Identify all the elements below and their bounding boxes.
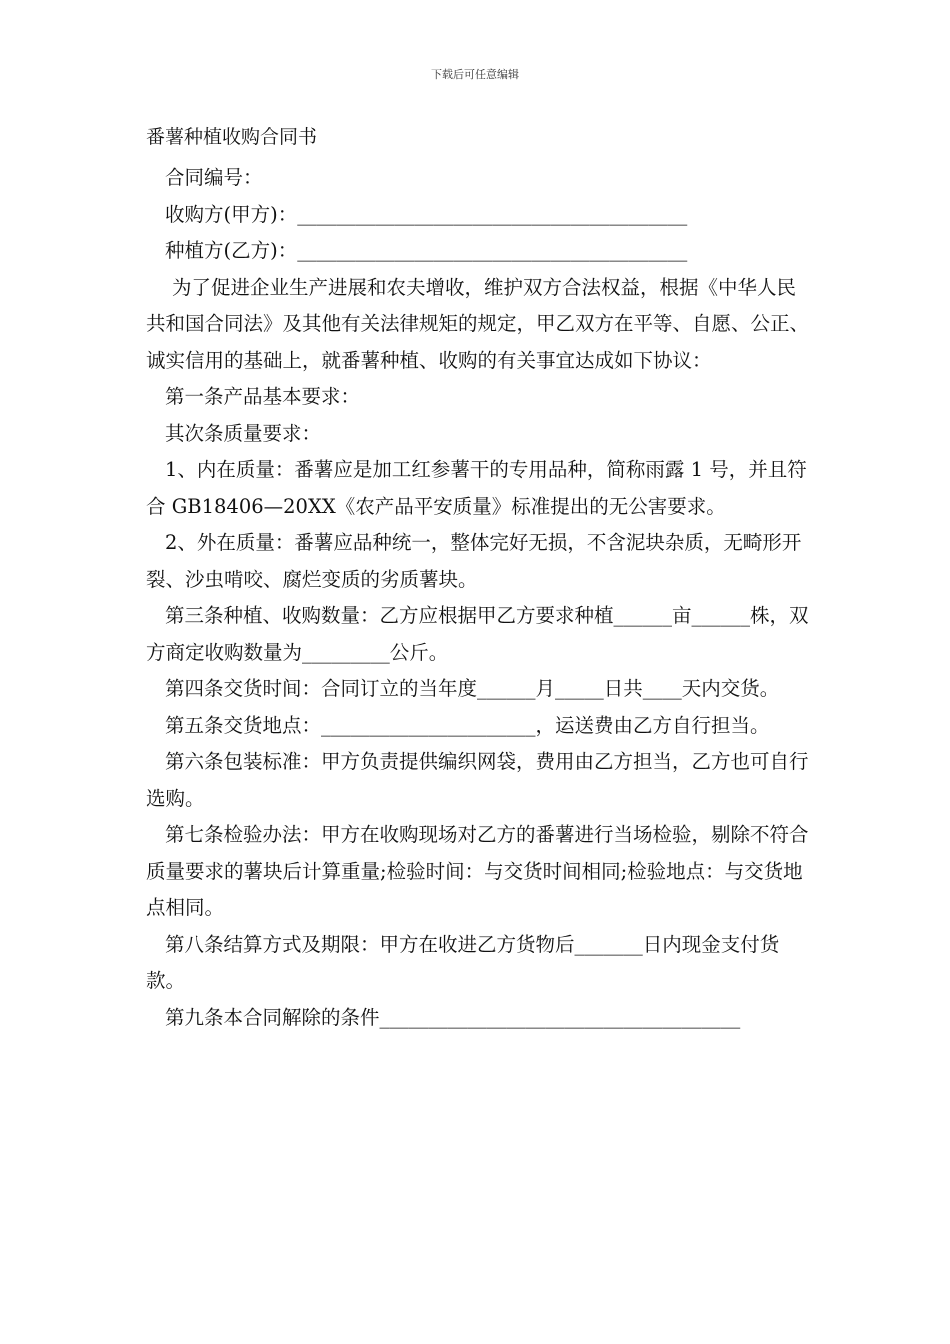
article-4-delivery-time: 第四条交货时间：合同订立的当年度______月_____日共____天内交货。 <box>165 677 780 700</box>
buyer-party-line: 收购方(甲方)：________________________________________ <box>165 202 688 226</box>
article-2-heading: 其次条质量要求： <box>165 421 322 445</box>
document-body <box>146 160 814 1036</box>
article-9-termination: 第九条本合同解除的条件_____________________________________ <box>165 1005 741 1029</box>
article-3-quantity: 第三条种植、收购数量：乙方应根据甲乙方要求种植______亩______株，双方商定收购数量为_________公斤。 <box>146 604 809 664</box>
grower-party-line: 种植方(乙方)：________________________________________ <box>165 239 688 262</box>
page-header-note: 下载后可任意编辑 <box>431 68 519 81</box>
document-title: 番薯种植收购合同书 <box>146 126 318 148</box>
article-1-heading: 第一条产品基本要求： <box>165 385 361 408</box>
contract-number-line: 合同编号： <box>165 166 263 189</box>
article-8-settlement: 第八条结算方式及期限：甲方在收进乙方货物后_______日内现金支付货款。 <box>146 932 780 992</box>
article-6-packaging: 第六条包装标准：甲方负责提供编织网袋，费用由乙方担当，乙方也可自行选购。 <box>146 750 809 810</box>
internal-quality-clause: 1、内在质量：番薯应是加工红参薯干的专用品种，简称雨露 1 号，并且符合 GB18406—20XX《农产品平安质量》标准提出的无公害要求。 <box>146 458 807 518</box>
preamble-paragraph: 为了促进企业生产进展和农夫增收，维护双方合法权益，根据《中华人民共和国合同法》及其他有关法律规矩的规定，甲乙双方在平等、自愿、公正、诚实信用的基础上，就番薯种植、收购的有关事宜达成如下协议： <box>146 275 810 372</box>
article-5-delivery-place: 第五条交货地点：______________________，运送费由乙方自行担当。 <box>165 713 770 737</box>
external-quality-clause: 2、外在质量：番薯应品种统一，整体完好无损，不含泥块杂质，无畸形开裂、沙虫啃咬、腐烂变质的劣质薯块。 <box>146 531 802 591</box>
article-7-inspection: 第七条检验办法：甲方在收购现场对乙方的番薯进行当场检验，剔除不符合质量要求的薯块后计算重量;检验时间：与交货时间相同;检验地点：与交货地点相同。 <box>146 823 809 919</box>
